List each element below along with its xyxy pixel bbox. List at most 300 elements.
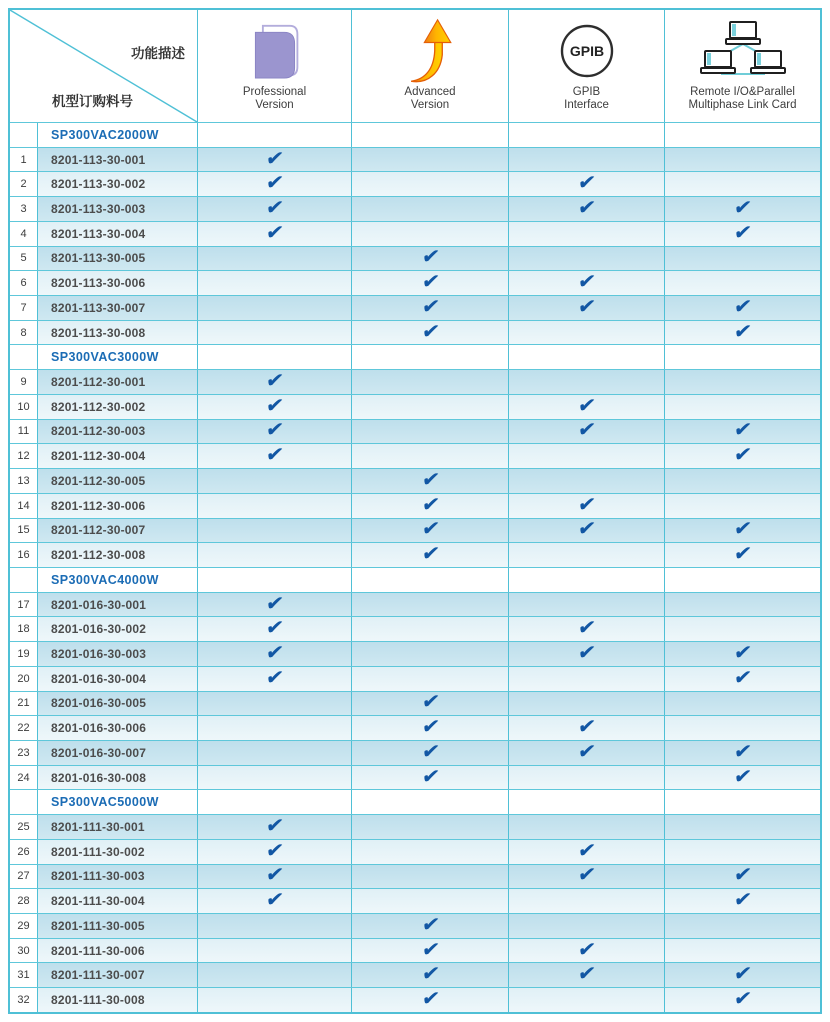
feature-cell-remote: [665, 494, 820, 518]
part-number-cell: 8201-111-30-005: [38, 914, 198, 938]
checkmark-icon: ✔: [576, 617, 597, 640]
table-row: [10, 394, 820, 419]
model-name-cell: [38, 568, 198, 592]
table-row: [10, 369, 820, 394]
feature-cell-gpib: [509, 914, 665, 938]
column-header-professional: [198, 10, 352, 122]
table-row: [10, 740, 820, 765]
feature-cell-gpib: [509, 345, 665, 369]
feature-cell-advanced: [352, 420, 509, 444]
checkmark-icon: ✔: [576, 296, 597, 318]
feature-cell-remote: [665, 345, 820, 369]
feature-cell-remote: [665, 271, 820, 295]
checkmark-icon: ✔: [732, 864, 753, 887]
table-header: [10, 10, 820, 122]
row-number-cell: 30: [10, 939, 38, 963]
column-label-line2: Interface: [564, 99, 609, 111]
row-number-cell: 23: [10, 741, 38, 765]
feature-cell-remote: [665, 469, 820, 493]
feature-cell-professional: [198, 148, 352, 172]
row-number-cell: 2: [10, 172, 38, 196]
feature-cell-remote: [665, 766, 820, 790]
checkmark-icon: ✔: [732, 988, 753, 1011]
table-row: [10, 913, 820, 938]
row-number-cell: 22: [10, 716, 38, 740]
checkmark-icon: ✔: [576, 493, 597, 516]
row-number-cell: 21: [10, 692, 38, 716]
feature-cell-gpib: [509, 593, 665, 617]
feature-cell-gpib: [509, 123, 665, 147]
row-number-cell: 31: [10, 963, 38, 987]
table-row: [10, 938, 820, 963]
feature-cell-advanced: [352, 123, 509, 147]
column-header-gpib: [509, 10, 665, 122]
checkmark-icon: ✔: [732, 320, 753, 343]
feature-cell-remote: [665, 642, 820, 666]
table-row: [10, 147, 820, 172]
feature-cell-professional: [198, 321, 352, 345]
feature-cell-advanced: [352, 766, 509, 790]
feature-cell-professional: [198, 519, 352, 543]
checkmark-icon: ✔: [419, 469, 441, 491]
table-row: [10, 419, 820, 444]
feature-cell-remote: [665, 865, 820, 889]
feature-cell-remote: [665, 370, 820, 394]
feature-cell-gpib: [509, 840, 665, 864]
feature-cell-advanced: [352, 296, 509, 320]
feature-cell-gpib: [509, 197, 665, 221]
checkmark-icon: ✔: [576, 394, 597, 417]
part-number-cell: 8201-112-30-006: [38, 494, 198, 518]
row-number-cell: 1: [10, 148, 38, 172]
feature-cell-gpib: [509, 444, 665, 468]
row-number-cell: 29: [10, 914, 38, 938]
checkmark-icon: ✔: [732, 963, 753, 986]
model-name: SP300VAC4000W: [51, 572, 159, 587]
checkmark-icon: ✔: [732, 765, 753, 788]
feature-cell-remote: [665, 197, 820, 221]
feature-cell-professional: [198, 716, 352, 740]
checkmark-icon: ✔: [732, 543, 753, 566]
checkmark-icon: ✔: [576, 963, 597, 986]
feature-cell-gpib: [509, 247, 665, 271]
part-number-cell: 8201-111-30-007: [38, 963, 198, 987]
feature-cell-gpib: [509, 815, 665, 839]
corner-label-function: 功能描述: [131, 46, 185, 61]
section-header-row: [10, 122, 820, 147]
checkmark-icon: ✔: [264, 197, 285, 220]
feature-cell-remote: [665, 692, 820, 716]
feature-cell-advanced: [352, 469, 509, 493]
feature-cell-gpib: [509, 543, 665, 567]
table-row: [10, 196, 820, 221]
part-number-cell: 8201-112-30-005: [38, 469, 198, 493]
corner-label-model-part: 机型订购料号: [52, 94, 133, 109]
row-number-cell: 32: [10, 988, 38, 1012]
checkmark-icon: ✔: [732, 642, 753, 664]
row-number-cell: 3: [10, 197, 38, 221]
checkmark-icon: ✔: [264, 370, 285, 393]
checkmark-icon: ✔: [419, 988, 441, 1011]
feature-cell-advanced: [352, 148, 509, 172]
checkmark-icon: ✔: [264, 839, 285, 862]
part-number-cell: 8201-016-30-008: [38, 766, 198, 790]
feature-cell-professional: [198, 593, 352, 617]
checkmark-icon: ✔: [264, 642, 285, 664]
feature-cell-remote: [665, 914, 820, 938]
feature-cell-remote: [665, 939, 820, 963]
part-number-cell: 8201-112-30-007: [38, 519, 198, 543]
feature-cell-advanced: [352, 914, 509, 938]
row-number-cell: 26: [10, 840, 38, 864]
part-number-cell: 8201-111-30-003: [38, 865, 198, 889]
part-number-cell: 8201-113-30-005: [38, 247, 198, 271]
feature-cell-gpib: [509, 766, 665, 790]
part-number-cell: 8201-112-30-008: [38, 543, 198, 567]
feature-cell-professional: [198, 568, 352, 592]
feature-cell-remote: [665, 617, 820, 641]
feature-cell-gpib: [509, 271, 665, 295]
table-row: [10, 295, 820, 320]
row-number-cell: [10, 345, 38, 369]
checkmark-icon: ✔: [732, 444, 753, 467]
feature-cell-advanced: [352, 395, 509, 419]
row-number-cell: 15: [10, 519, 38, 543]
checkmark-icon: ✔: [264, 444, 285, 467]
checkmark-icon: ✔: [264, 592, 285, 615]
feature-cell-advanced: [352, 790, 509, 814]
model-name-cell: [38, 123, 198, 147]
feature-cell-gpib: [509, 568, 665, 592]
feature-cell-gpib: [509, 617, 665, 641]
feature-cell-advanced: [352, 197, 509, 221]
feature-cell-professional: [198, 420, 352, 444]
checkmark-icon: ✔: [264, 815, 285, 837]
feature-cell-professional: [198, 988, 352, 1012]
table-row: [10, 616, 820, 641]
feature-cell-professional: [198, 963, 352, 987]
table-row: [10, 171, 820, 196]
model-name: SP300VAC3000W: [51, 350, 159, 365]
checkmark-icon: ✔: [576, 642, 597, 664]
section-header-row: [10, 567, 820, 592]
checkmark-icon: ✔: [732, 518, 753, 541]
feature-cell-advanced: [352, 865, 509, 889]
part-number-cell: 8201-016-30-003: [38, 642, 198, 666]
feature-cell-professional: [198, 172, 352, 196]
column-label-line1: GPIB: [572, 86, 601, 98]
checkmark-icon: ✔: [576, 172, 597, 195]
table-row: [10, 666, 820, 691]
checkmark-icon: ✔: [732, 740, 753, 763]
column-label-line2: Version: [255, 99, 294, 111]
row-number-cell: 18: [10, 617, 38, 641]
part-number-cell: 8201-016-30-001: [38, 593, 198, 617]
feature-cell-advanced: [352, 716, 509, 740]
model-name: SP300VAC2000W: [51, 127, 159, 142]
part-number-cell: 8201-113-30-004: [38, 222, 198, 246]
table-row: [10, 468, 820, 493]
part-number-cell: 8201-113-30-006: [38, 271, 198, 295]
table-row: [10, 765, 820, 790]
feature-cell-gpib: [509, 172, 665, 196]
part-number-cell: 8201-113-30-007: [38, 296, 198, 320]
table-row: [10, 542, 820, 567]
row-number-cell: 17: [10, 593, 38, 617]
feature-cell-professional: [198, 271, 352, 295]
part-number-cell: 8201-113-30-003: [38, 197, 198, 221]
row-number-cell: 16: [10, 543, 38, 567]
table-row: [10, 246, 820, 271]
column-label-line2: Version: [410, 99, 450, 111]
feature-cell-gpib: [509, 692, 665, 716]
feature-cell-gpib: [509, 222, 665, 246]
part-number-cell: 8201-111-30-001: [38, 815, 198, 839]
feature-cell-remote: [665, 790, 820, 814]
feature-cell-remote: [665, 889, 820, 913]
checkmark-icon: ✔: [264, 617, 285, 640]
model-name: SP300VAC5000W: [51, 795, 159, 810]
checkmark-icon: ✔: [419, 543, 441, 566]
feature-cell-remote: [665, 741, 820, 765]
feature-cell-gpib: [509, 519, 665, 543]
feature-cell-remote: [665, 148, 820, 172]
table-row: [10, 691, 820, 716]
table-row: [10, 270, 820, 295]
feature-cell-remote: [665, 222, 820, 246]
table-row: [10, 518, 820, 543]
section-header-row: [10, 344, 820, 369]
feature-cell-professional: [198, 494, 352, 518]
feature-cell-gpib: [509, 741, 665, 765]
row-number-cell: 25: [10, 815, 38, 839]
part-number-cell: 8201-113-30-002: [38, 172, 198, 196]
table-row: [10, 888, 820, 913]
checkmark-icon: ✔: [732, 666, 753, 689]
feature-cell-gpib: [509, 395, 665, 419]
feature-cell-advanced: [352, 271, 509, 295]
feature-cell-professional: [198, 222, 352, 246]
row-number-cell: 5: [10, 247, 38, 271]
row-number-cell: 10: [10, 395, 38, 419]
feature-cell-advanced: [352, 172, 509, 196]
part-number-cell: 8201-113-30-001: [38, 148, 198, 172]
feature-cell-advanced: [352, 247, 509, 271]
column-label-line2: Multiphase Link Card: [688, 99, 797, 111]
checkmark-icon: ✔: [732, 419, 753, 442]
row-number-cell: 14: [10, 494, 38, 518]
feature-cell-advanced: [352, 963, 509, 987]
table-row: [10, 962, 820, 987]
checkmark-icon: ✔: [264, 147, 285, 170]
book-icon: [247, 16, 303, 86]
part-number-cell: 8201-016-30-005: [38, 692, 198, 716]
feature-cell-professional: [198, 939, 352, 963]
feature-cell-advanced: [352, 988, 509, 1012]
checkmark-icon: ✔: [264, 419, 285, 442]
feature-cell-remote: [665, 519, 820, 543]
checkmark-icon: ✔: [264, 394, 285, 417]
feature-cell-professional: [198, 395, 352, 419]
feature-cell-gpib: [509, 988, 665, 1012]
feature-cell-remote: [665, 815, 820, 839]
table-row: [10, 814, 820, 839]
feature-cell-advanced: [352, 222, 509, 246]
feature-cell-remote: [665, 543, 820, 567]
checkmark-icon: ✔: [419, 246, 441, 269]
feature-cell-gpib: [509, 469, 665, 493]
table-body: [10, 122, 820, 1012]
checkmark-icon: ✔: [419, 271, 441, 294]
part-number-cell: 8201-113-30-008: [38, 321, 198, 345]
checkmark-icon: ✔: [576, 864, 597, 887]
feature-cell-gpib: [509, 963, 665, 987]
table-row: [10, 443, 820, 468]
feature-cell-gpib: [509, 296, 665, 320]
row-number-cell: 12: [10, 444, 38, 468]
feature-cell-professional: [198, 766, 352, 790]
checkmark-icon: ✔: [419, 320, 441, 343]
row-number-cell: 6: [10, 271, 38, 295]
feature-cell-professional: [198, 469, 352, 493]
checkmark-icon: ✔: [576, 740, 597, 763]
table-row: [10, 221, 820, 246]
checkmark-icon: ✔: [732, 221, 753, 244]
row-number-cell: 9: [10, 370, 38, 394]
feature-cell-professional: [198, 543, 352, 567]
feature-cell-advanced: [352, 444, 509, 468]
feature-cell-professional: [198, 617, 352, 641]
feature-cell-remote: [665, 568, 820, 592]
feature-cell-gpib: [509, 889, 665, 913]
part-number-cell: 8201-016-30-006: [38, 716, 198, 740]
checkmark-icon: ✔: [264, 172, 285, 195]
feature-cell-gpib: [509, 148, 665, 172]
row-number-cell: [10, 123, 38, 147]
feature-cell-professional: [198, 889, 352, 913]
feature-cell-advanced: [352, 568, 509, 592]
feature-cell-professional: [198, 914, 352, 938]
feature-cell-professional: [198, 247, 352, 271]
feature-cell-gpib: [509, 420, 665, 444]
feature-cell-advanced: [352, 370, 509, 394]
feature-cell-advanced: [352, 345, 509, 369]
feature-cell-remote: [665, 840, 820, 864]
gpib-icon-text: GPIB: [569, 43, 604, 59]
feature-cell-gpib: [509, 321, 665, 345]
checkmark-icon: ✔: [419, 740, 441, 763]
checkmark-icon: ✔: [576, 271, 597, 294]
feature-cell-remote: [665, 988, 820, 1012]
section-header-row: [10, 789, 820, 814]
feature-cell-gpib: [509, 790, 665, 814]
feature-cell-professional: [198, 197, 352, 221]
row-number-cell: 13: [10, 469, 38, 493]
corner-header-cell: [10, 10, 198, 122]
feature-cell-advanced: [352, 815, 509, 839]
part-number-cell: 8201-112-30-001: [38, 370, 198, 394]
feature-cell-advanced: [352, 840, 509, 864]
feature-cell-remote: [665, 247, 820, 271]
table-row: [10, 987, 820, 1012]
feature-cell-gpib: [509, 370, 665, 394]
feature-cell-advanced: [352, 494, 509, 518]
part-number-cell: 8201-111-30-006: [38, 939, 198, 963]
row-number-cell: [10, 790, 38, 814]
row-number-cell: 28: [10, 889, 38, 913]
feature-cell-gpib: [509, 642, 665, 666]
feature-cell-professional: [198, 444, 352, 468]
model-name-cell: [38, 345, 198, 369]
feature-cell-remote: [665, 667, 820, 691]
checkmark-icon: ✔: [576, 419, 597, 442]
checkmark-icon: ✔: [419, 691, 441, 714]
checkmark-icon: ✔: [576, 938, 597, 961]
column-header-advanced: [352, 10, 509, 122]
checkmark-icon: ✔: [419, 938, 441, 961]
feature-cell-remote: [665, 296, 820, 320]
feature-cell-professional: [198, 345, 352, 369]
feature-cell-advanced: [352, 593, 509, 617]
feature-cell-advanced: [352, 667, 509, 691]
feature-cell-advanced: [352, 642, 509, 666]
feature-cell-remote: [665, 444, 820, 468]
part-number-cell: 8201-016-30-007: [38, 741, 198, 765]
feature-cell-advanced: [352, 617, 509, 641]
row-number-cell: 4: [10, 222, 38, 246]
feature-cell-gpib: [509, 667, 665, 691]
part-number-cell: 8201-111-30-002: [38, 840, 198, 864]
feature-cell-professional: [198, 642, 352, 666]
table-row: [10, 864, 820, 889]
table-row: [10, 839, 820, 864]
part-number-cell: 8201-112-30-003: [38, 420, 198, 444]
checkmark-icon: ✔: [576, 839, 597, 862]
feature-cell-remote: [665, 395, 820, 419]
feature-cell-professional: [198, 790, 352, 814]
feature-cell-professional: [198, 370, 352, 394]
feature-cell-advanced: [352, 519, 509, 543]
row-number-cell: 7: [10, 296, 38, 320]
feature-cell-professional: [198, 865, 352, 889]
checkmark-icon: ✔: [732, 197, 753, 220]
feature-cell-remote: [665, 172, 820, 196]
feature-cell-advanced: [352, 741, 509, 765]
table-row: [10, 320, 820, 345]
feature-cell-professional: [198, 296, 352, 320]
row-number-cell: [10, 568, 38, 592]
checkmark-icon: ✔: [732, 889, 753, 912]
row-number-cell: 27: [10, 865, 38, 889]
table-row: [10, 493, 820, 518]
feature-cell-advanced: [352, 543, 509, 567]
checkmark-icon: ✔: [419, 765, 441, 788]
part-number-cell: 8201-111-30-008: [38, 988, 198, 1012]
part-number-cell: 8201-112-30-004: [38, 444, 198, 468]
feature-cell-remote: [665, 123, 820, 147]
checkmark-icon: ✔: [576, 518, 597, 541]
row-number-cell: 24: [10, 766, 38, 790]
feature-cell-remote: [665, 963, 820, 987]
row-number-cell: 11: [10, 420, 38, 444]
feature-cell-gpib: [509, 716, 665, 740]
checkmark-icon: ✔: [419, 296, 441, 318]
checkmark-icon: ✔: [419, 914, 441, 936]
table-row: [10, 592, 820, 617]
checkmark-icon: ✔: [419, 493, 441, 516]
feature-cell-gpib: [509, 939, 665, 963]
feature-cell-remote: [665, 716, 820, 740]
